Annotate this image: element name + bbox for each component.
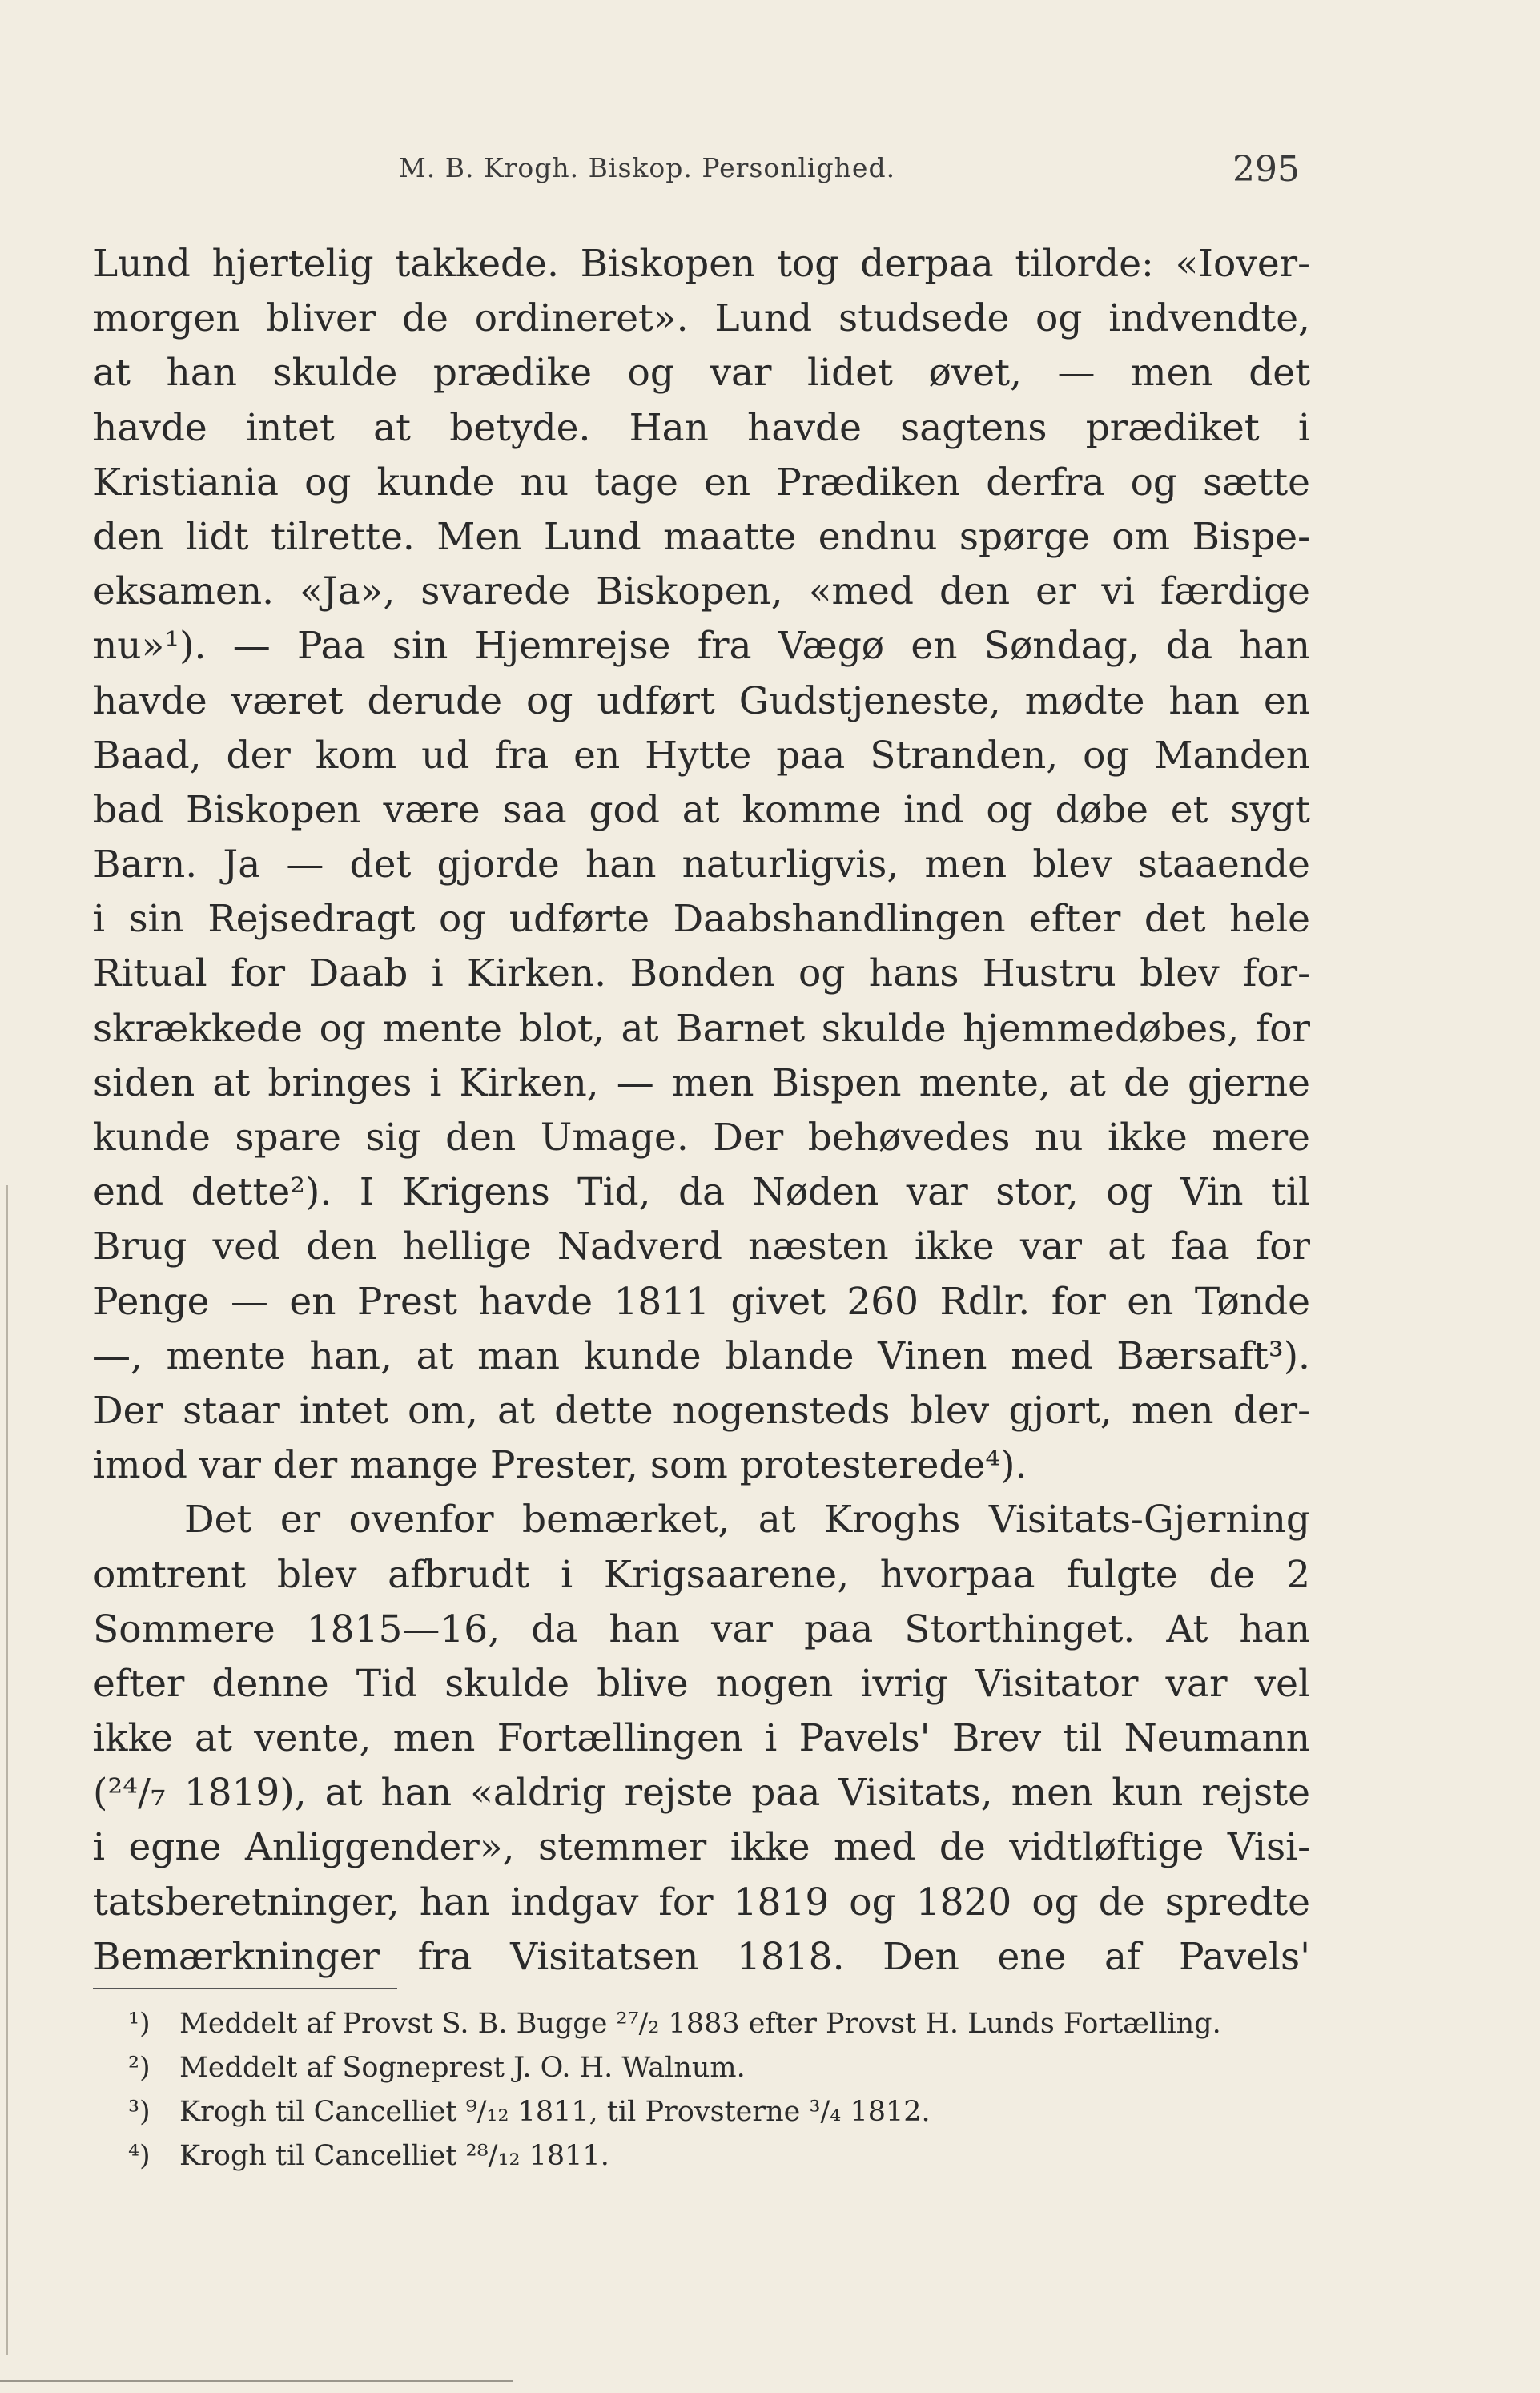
text-line: i egne Anliggender», stemmer ikke med de vidtløftige Visi-	[93, 1825, 1310, 1870]
footnote-text: Meddelt af Provst S. B. Bugge ²⁷/₂ 1883 efter Provst H. Lunds Fortælling.	[179, 2008, 1221, 2040]
text-line: ikke at vente, men Fortællingen i Pavels' Brev til Neumann	[93, 1716, 1310, 1761]
page-edge-shadow	[6, 1185, 8, 2355]
running-title: M. B. Krogh. Biskop. Personlighed.	[399, 152, 896, 183]
page-number: 295	[1232, 149, 1300, 190]
text-line: i sin Rejsedragt og udførte Daabshandlingen efter det hele	[93, 897, 1310, 942]
text-line: Bemærkninger fra Visitatsen 1818. Den ene af Pavels'	[93, 1934, 1310, 1979]
text-line: morgen bliver de ordineret». Lund studsede og indvendte,	[93, 296, 1310, 341]
footnote-number: ²)	[128, 2052, 151, 2084]
text-line: kunde spare sig den Umage. Der behøvedes nu ikke mere	[93, 1116, 1310, 1160]
footnote	[128, 2134, 1313, 2178]
text-line: Det er ovenfor bemærket, at Kroghs Visitats-Gjerning	[184, 1498, 1310, 1542]
text-line: omtrent blev afbrudt i Krigsaarene, hvorpaa fulgte de 2	[93, 1552, 1310, 1597]
text-line: havde været derude og udført Gudstjeneste, mødte han en	[93, 678, 1310, 723]
footnote	[128, 2002, 1313, 2046]
text-line: (²⁴/₇ 1819), at han «aldrig rejste paa Visitats, men kun rejste	[93, 1771, 1310, 1816]
text-line: Kristiania og kunde nu tage en Prædiken derfra og sætte	[93, 460, 1310, 505]
footnote-number: ¹)	[128, 2008, 151, 2040]
text-line: havde intet at betyde. Han havde sagtens prædiket i	[93, 405, 1310, 450]
footnote	[128, 2090, 1313, 2134]
text-line: den lidt tilrette. Men Lund maatte endnu spørge om Bispe-	[93, 514, 1310, 559]
text-line: nu»¹). — Paa sin Hjemrejse fra Vægø en Søndag, da han	[93, 624, 1310, 669]
text-line: efter denne Tid skulde blive nogen ivrig Visitator var vel	[93, 1661, 1310, 1706]
bottom-scan-edge	[0, 2380, 513, 2382]
text-line: at han skulde prædike og var lidet øvet, — men det	[93, 351, 1310, 396]
text-line: Barn. Ja — det gjorde han naturligvis, men blev staaende	[93, 843, 1310, 887]
text-line: end dette²). I Krigens Tid, da Nøden var stor, og Vin til	[93, 1170, 1310, 1215]
text-line: Ritual for Daab i Kirken. Bonden og hans Hustru blev for-	[93, 951, 1310, 996]
footnote-rule	[93, 1988, 397, 1989]
text-line: Der staar intet om, at dette nogensteds blev gjort, men der-	[93, 1388, 1310, 1433]
footnote-number: ³)	[128, 2096, 151, 2128]
footnote	[128, 2046, 1313, 2090]
text-line: Lund hjertelig takkede. Biskopen tog derpaa tilorde: «Iover-	[93, 242, 1310, 286]
footnote-text: Krogh til Cancelliet ²⁸/₁₂ 1811.	[179, 2140, 609, 2172]
text-line: siden at bringes i Kirken, — men Bispen mente, at de gjerne	[93, 1060, 1310, 1105]
footnote-text: Krogh til Cancelliet ⁹/₁₂ 1811, til Provsterne ³/₄ 1812.	[179, 2096, 931, 2128]
body-text	[93, 237, 1310, 1985]
footnote-text: Meddelt af Sogneprest J. O. H. Walnum.	[179, 2052, 746, 2084]
text-line: —, mente han, at man kunde blande Vinen med Bærsaft³).	[93, 1333, 1310, 1378]
text-line: Brug ved den hellige Nadverd næsten ikke var at faa for	[93, 1225, 1310, 1269]
text-line: Sommere 1815—16, da han var paa Storthinget. At han	[93, 1607, 1310, 1651]
text-line: eksamen. «Ja», svarede Biskopen, «med den er vi færdige	[93, 569, 1310, 614]
text-line: bad Biskopen være saa god at komme ind og døbe et sygt	[93, 787, 1310, 832]
footnote-number: ⁴)	[128, 2140, 151, 2172]
text-line: skrækkede og mente blot, at Barnet skulde hjemmedøbes, for	[93, 1006, 1310, 1051]
text-line: Penge — en Prest havde 1811 givet 260 Rdlr. for en Tønde	[93, 1279, 1310, 1324]
text-line: imod var der mange Prester, som protesterede⁴).	[93, 1443, 1027, 1488]
running-head	[0, 149, 1540, 200]
text-line: Baad, der kom ud fra en Hytte paa Stranden, og Manden	[93, 733, 1310, 778]
footnotes	[128, 2002, 1313, 2178]
text-line: tatsberetninger, han indgav for 1819 og 1820 og de spredte	[93, 1880, 1310, 1924]
